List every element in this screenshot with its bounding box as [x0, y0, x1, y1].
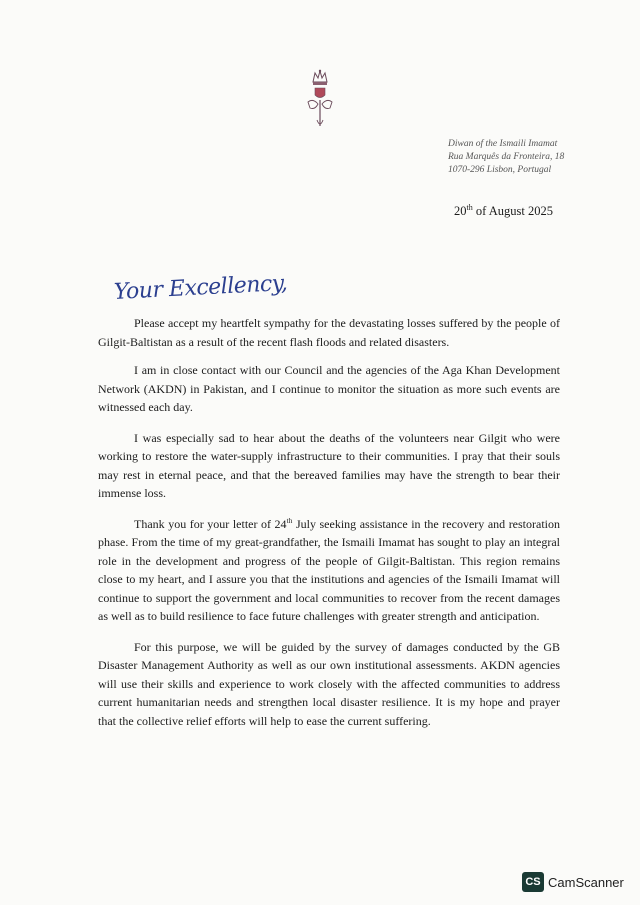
camscanner-watermark [522, 872, 624, 892]
paragraph-3: I was especially sad to hear about the deaths of the volunteers near Gilgit who were working to restore the water-supply infrastructure to their communities. I pray that their souls may rest in eternal peace, and that the bereaved families may have the strength to bear their immense loss. [98, 430, 560, 500]
handwritten-salutation: Your Excellency, [113, 270, 288, 305]
paragraph-2: I am in close contact with our Council and the agencies of the Aga Khan Development Network (AKDN) in Pakistan, and I continue to monitor the situation as more such events are witnessed each day. [98, 363, 560, 414]
address-line-1: Diwan of the Ismaili Imamat [448, 139, 558, 149]
letter-body [98, 314, 560, 742]
date-rest: of August 2025 [472, 204, 553, 219]
letter-date [454, 203, 553, 219]
date-day: 20 [454, 204, 467, 219]
address-line-2: Rua Marquês da Fronteira, 18 [448, 152, 565, 162]
camscanner-label: CamScanner [548, 874, 624, 890]
paragraph-4 [98, 515, 560, 626]
date-suffix: th [466, 203, 473, 212]
paragraph-4-rest: July seeking assistance in the recovery and restoration phase. From the time of my great-grandfather, the Ismaili Imamat has sought to play an integral role in the development and progress of the people of Gilgit-Baltistan. This region remains close to my heart, and I assure you that the institutions and agencies of the Ismaili Imamat will continue to support the government and local communities to recover from the recent damages as well as to build resilience to face future challenges with greater strength and anticipation. [98, 516, 561, 623]
ismaili-imamat-crest-icon [305, 68, 335, 130]
paragraph-4-start: Thank you for your letter of 24 [134, 516, 287, 531]
paragraph-1: Please accept my heartfelt sympathy for the devastating losses suffered by the people of Gilgit-Baltistan as a result of the recent flash floods and related disasters. [98, 316, 560, 349]
paragraph-4-ordinal: th [286, 515, 293, 525]
paragraph-5: For this purpose, we will be guided by the survey of damages conducted by the GB Disaster Management Authority as well as our own institutional assessments. AKDN agencies will use their skills and experience to work closely with the affected communities to address current humanitarian needs and strengthen local disaster resilience. It is my hope and prayer that the collective relief efforts will help to ease the current suffering. [98, 639, 560, 728]
camscanner-logo-icon: CS [522, 872, 544, 892]
sender-address [448, 138, 618, 177]
address-line-3: 1070-296 Lisbon, Portugal [448, 165, 552, 175]
